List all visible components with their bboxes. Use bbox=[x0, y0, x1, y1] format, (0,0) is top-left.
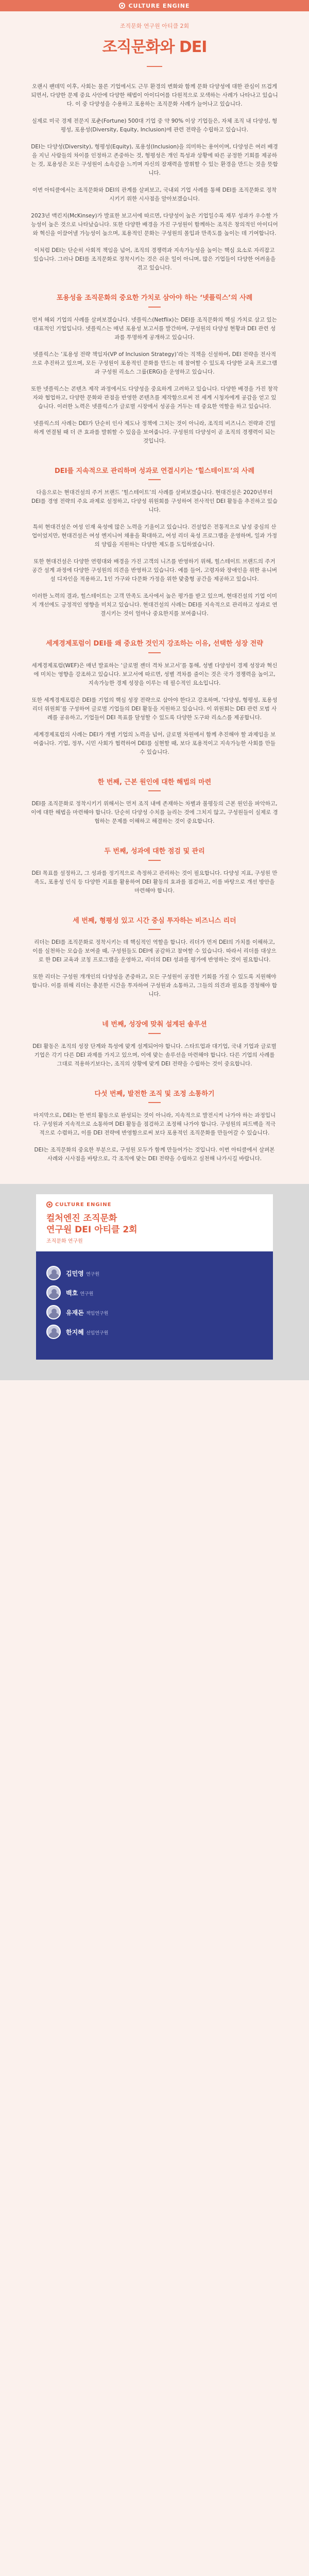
section-paragraph: 넷플릭스의 사례는 DEI가 단순히 인사 제도나 정책에 그치는 것이 아니라, 조직의 비즈니스 전략과 긴밀하게 연결될 때 더 큰 효과를 발휘할 수 있음을 보여줍니다. 구성원의 다양성이 곧 조직의 경쟁력이 되는 것입니다. bbox=[33, 420, 276, 444]
series-label: 조직문화 연구원 아티클 2회 bbox=[119, 23, 190, 29]
hero bbox=[0, 11, 309, 74]
section-divider bbox=[148, 1102, 161, 1103]
section-point-1 bbox=[0, 777, 309, 826]
credits-card bbox=[36, 1194, 273, 1360]
section-heading: 세 번째, 형평성 있고 시간 중심 투자하는 비즈니스 리더 bbox=[73, 917, 236, 925]
section-paragraph: 넷플릭스는 ‘포용성 전략 책임자(VP of Inclusion Strategy)’라는 직책을 신설하여, DEI 전략을 전사적으로 추진하고 있으며, 모든 구성원이 포용적인 문화를 만드는 데 참여할 수 있도록 다양한 교육 프로그램과 구성원 리소스 그룹(ERG)을 운영하고 있습니다. bbox=[31, 351, 278, 375]
author-item bbox=[46, 1285, 263, 1300]
credits-title-line: 연구원 DEI 아티클 2회 bbox=[46, 1225, 138, 1235]
brand-logo-icon bbox=[46, 1201, 53, 1208]
section-paragraph: 다음으로는 현대건설의 주거 브랜드 ‘힐스테이트’의 사례를 살펴보겠습니다. 현대건설은 2020년부터 DEI를 경영 전략의 주요 과제로 설정하고, 다양성 위원회를 구성하여 전사적인 DEI 활동을 추진하고 있습니다. bbox=[31, 489, 278, 513]
top-brand-band bbox=[0, 0, 309, 11]
credits-brand bbox=[36, 1194, 273, 1210]
author-list bbox=[36, 1251, 273, 1360]
author-item bbox=[46, 1325, 263, 1339]
section-point-3 bbox=[0, 916, 309, 999]
section-point-2 bbox=[0, 846, 309, 895]
section-paragraph: 세계경제포럼의 사례는 DEI가 개별 기업의 노력을 넘어, 글로벌 차원에서 함께 추진해야 할 과제임을 보여줍니다. 기업, 정부, 시민 사회가 협력하여 DEI를 실현할 때, 보다 포용적이고 지속가능한 사회를 만들 수 있습니다. bbox=[33, 731, 276, 755]
intro-paragraph: 오랜시 팬데믹 이후, 사회는 물론 기업에서도 근무 환경의 변화와 함께 문화 다양성에 대한 관심이 뜨겁게 되면서, 다양한 문제 중요 사안에 다양한 해법이 아이디어를 다원적으로 모색하는 사례가 나타나고 있습니다. 이 중 다양성을 수용하고 포용하는 조직문화 사례가 늘어나고 있습니다. bbox=[31, 83, 278, 107]
brand-logo-icon bbox=[119, 3, 125, 9]
credits-brand-name: CULTURE ENGINE bbox=[55, 1201, 112, 1208]
intro-section bbox=[0, 82, 309, 273]
author-role: 연구원 bbox=[85, 1272, 100, 1277]
section-paragraph: DEI는 조직문화의 중요한 부분으로, 구성원 모두가 함께 만들어가는 것입니다. 이번 아티클에서 살펴본 사례와 시사점을 바탕으로, 각 조직에 맞는 DEI 전략을 수립하고 실천해 나가시길 바랍니다. bbox=[34, 1147, 275, 1162]
section-heading: 세계경제포럼이 DEI를 왜 중요한 것인지 강조하는 이유, 선택한 성장 전략 bbox=[46, 640, 263, 648]
author-name: 백호 연구원 bbox=[66, 1289, 94, 1297]
brand-name: CULTURE ENGINE bbox=[128, 2, 190, 9]
section-divider bbox=[148, 1033, 161, 1034]
section-heading: 포용성을 조직문화의 중요한 가치로 삼아야 하는 ‘넷플릭스’의 사례 bbox=[56, 294, 253, 302]
section-paragraph: 또한 현대건설은 다양한 연령대와 배경을 가진 고객의 니즈를 반영하기 위해, 힐스테이트 브랜드의 주거 공간 설계 과정에 다양한 구성원의 의견을 반영하고 있습니다. 예를 들어, 고령자와 장애인을 위한 유니버설 디자인을 적용하고, 1인 가구와 다문화 가정을 위한 맞춤형 공간을 제공하고 있습니다. bbox=[31, 558, 278, 582]
avatar-icon bbox=[46, 1325, 61, 1339]
section-paragraph: DEI 목표를 설정하고, 그 성과를 정기적으로 측정하고 관리하는 것이 필요합니다. 다양성 지표, 구성원 만족도, 포용성 인식 등 다양한 지표를 활용하여 DEI 활동의 효과를 점검하고, 이를 바탕으로 개선 방안을 마련해야 합니다. bbox=[31, 870, 278, 894]
section-wef bbox=[0, 639, 309, 757]
author-item bbox=[46, 1266, 263, 1280]
section-divider bbox=[148, 790, 161, 791]
section-paragraph: DEI 활동은 조직의 성장 단계와 특성에 맞게 설계되어야 합니다. 스타트업과 대기업, 국내 기업과 글로벌 기업은 각기 다른 DEI 과제를 가지고 있으며, 이에 맞는 솔루션을 마련해야 합니다. 다른 기업의 사례를 그대로 적용하기보다는, 조직의 상황에 맞게 DEI 전략을 수립하는 것이 중요합니다. bbox=[32, 1043, 277, 1067]
avatar-icon bbox=[46, 1266, 61, 1280]
credits-title-line: 컬처엔진 조직문화 bbox=[46, 1213, 117, 1224]
credits-subtitle: 조직문화 연구원 bbox=[46, 1239, 83, 1245]
section-heading: DEI를 지속적으로 관리하며 성과로 연결시키는 ‘힐스테이트’의 사례 bbox=[54, 467, 255, 475]
author-role: 연구원 bbox=[80, 1291, 94, 1297]
avatar-icon bbox=[46, 1285, 61, 1300]
section-paragraph: 또한 넷플릭스는 콘텐츠 제작 과정에서도 다양성을 중요하게 고려하고 있습니다. 다양한 배경을 가진 창작자와 협업하고, 다양한 문화와 관점을 반영한 콘텐츠를 제작함으로써 전 세계 시청자에게 공감을 얻고 있습니다. 이러한 노력은 넷플릭스가 글로벌 시장에서 성공을 거두는 데 중요한 역할을 하고 있습니다. bbox=[31, 385, 278, 410]
section-divider bbox=[148, 929, 161, 930]
section-heading: 네 번째, 성장에 맞춰 설계된 솔루션 bbox=[102, 1021, 207, 1028]
section-paragraph: 특히 현대건설은 여성 인재 육성에 많은 노력을 기울이고 있습니다. 건설업은 전통적으로 남성 중심의 산업이었지만, 현대건설은 여성 엔지니어 채용을 확대하고, 여성 리더 육성 프로그램을 운영하며, 일과 가정의 양립을 지원하는 다양한 제도를 도입하였습니다. bbox=[31, 524, 278, 548]
avatar-icon bbox=[46, 1305, 61, 1319]
section-paragraph: 이러한 노력의 결과, 힐스테이트는 고객 만족도 조사에서 높은 평가를 받고 있으며, 현대건설의 기업 이미지 개선에도 긍정적인 영향을 미치고 있습니다. 현대건설의 사례는 DEI를 지속적으로 관리하고 성과로 연결시키는 것이 얼마나 중요한지를 보여줍니다. bbox=[31, 593, 278, 617]
intro-paragraph: 2023년 맥킨지(McKinsey)가 발표한 보고서에 따르면, 다양성이 높은 기업일수록 재무 성과가 우수할 가능성이 높은 것으로 나타났습니다. 또한 다양한 배경을 가진 구성원이 함께하는 조직은 창의적인 아이디어와 혁신을 이끌어낼 가능성이 높으며, 포용적인 문화는 구성원의 몰입과 만족도를 높이는 데 기여합니다. bbox=[31, 213, 278, 236]
section-paragraph: 또한 세계경제포럼은 DEI를 기업의 핵심 성장 전략으로 삼아야 한다고 강조하며, ‘다양성, 형평성, 포용성 리더 위원회’를 구성하여 글로벌 기업들의 DEI 활동을 지원하고 있습니다. 이 위원회는 DEI 관련 모범 사례를 공유하고, 기업들이 DEI 목표를 달성할 수 있도록 다양한 도구와 리소스를 제공합니다. bbox=[31, 697, 278, 721]
page-title: 조직문화와 DEI bbox=[102, 38, 207, 56]
section-point-4 bbox=[0, 1020, 309, 1069]
section-heading: 한 번째, 근본 원인에 대한 해법의 마련 bbox=[97, 778, 212, 786]
ending-credits bbox=[0, 1184, 309, 1380]
author-name: 한지혜 선임연구원 bbox=[66, 1328, 109, 1336]
author-item bbox=[46, 1305, 263, 1319]
author-role: 책임연구원 bbox=[85, 1311, 109, 1316]
author-name: 김민영 연구원 bbox=[66, 1269, 100, 1277]
section-paragraph: DEI를 조직문화로 정착시키기 위해서는 먼저 조직 내에 존재하는 차별과 불평등의 근본 원인을 파악하고, 이에 대한 해법을 마련해야 합니다. 단순히 다양성 수치를 늘리는 것에 그치지 않고, 구성원들이 실제로 경험하는 문제를 이해하고 해결하는 것이 중요합니다. bbox=[31, 801, 278, 824]
section-divider bbox=[148, 479, 161, 480]
author-name: 유재돈 책임연구원 bbox=[66, 1309, 109, 1316]
section-divider bbox=[148, 307, 161, 308]
author-role: 선임연구원 bbox=[85, 1330, 109, 1336]
section-point-5 bbox=[0, 1089, 309, 1164]
title-divider bbox=[147, 66, 162, 67]
section-paragraph: 마지막으로, DEI는 한 번의 활동으로 완성되는 것이 아니라, 지속적으로 발전시켜 나가야 하는 과정입니다. 구성원과 지속적으로 소통하며 DEI 활동을 점검하고 조정해 나가야 합니다. 구성원의 피드백을 적극적으로 수렴하고, 이를 DEI 전략에 반영함으로써 보다 포용적인 조직문화를 만들어갈 수 있습니다. bbox=[33, 1112, 276, 1136]
intro-paragraph: 실제로 미국 경제 전문지 포춘(Fortune) 500대 기업 중 약 90% 이상 기업들은, 자체 조직 내 다양성, 형평성, 포용성(Diversity, Equity, Inclusion)에 관련 전략을 수립하고 있습니다. bbox=[31, 118, 278, 133]
section-heading: 다섯 번째, 발전한 조직 및 조정 소통하기 bbox=[94, 1090, 215, 1098]
credits-title bbox=[36, 1210, 273, 1235]
section-heading: 두 번째, 성과에 대한 점검 및 관리 bbox=[104, 848, 205, 855]
section-paragraph: 먼저 해외 기업의 사례를 살펴보겠습니다. 넷플릭스(Netflix)는 DEI를 조직문화의 핵심 가치로 삼고 있는 대표적인 기업입니다. 넷플릭스는 매년 포용성 보고서를 발간하며, 구성원의 다양성 현황과 DEI 관련 성과를 투명하게 공개하고 있습니다. bbox=[32, 316, 277, 341]
intro-paragraph: 이처럼 DEI는 단순히 사회적 책임을 넘어, 조직의 경쟁력과 지속가능성을 높이는 핵심 요소로 자리잡고 있습니다. 그러나 DEI를 조직문화로 정착시키는 것은 쉬운 일이 아니며, 많은 기업들이 다양한 어려움을 겪고 있습니다. bbox=[33, 247, 276, 271]
section-hillstate bbox=[0, 466, 309, 619]
section-paragraph: 리더는 DEI를 조직문화로 정착시키는 데 핵심적인 역할을 합니다. 리더가 먼저 DEI의 가치를 이해하고, 이를 실천하는 모습을 보여줄 때, 구성원들도 DEI에 공감하고 참여할 수 있습니다. 따라서 리더를 대상으로 한 DEI 교육과 코칭 프로그램을 운영하고, 리더의 DEI 성과를 평가에 반영하는 것이 필요합니다. bbox=[32, 939, 277, 963]
section-divider bbox=[148, 652, 161, 653]
intro-paragraph: DEI는 다양성(Diversity), 형평성(Equity), 포용성(Inclusion)을 의미하는 용어이며, 다양성은 여러 배경을 지닌 사람들의 차이를 인정하고 존중하는 것, 형평성은 개인 특성과 상황에 따른 공정한 기회를 제공하는 것, 포용성은 모든 구성원이 소속감을 느끼며 자신의 잠재력을 발휘할 수 있는 환경을 만드는 것을 뜻합니다. bbox=[31, 144, 278, 176]
section-divider bbox=[148, 860, 161, 861]
section-netflix bbox=[0, 293, 309, 446]
section-paragraph: 또한 리더는 구성원 개개인의 다양성을 존중하고, 모든 구성원이 공정한 기회를 가질 수 있도록 지원해야 합니다. 이를 위해 리더는 충분한 시간을 투자하여 구성원과 소통하고, 그들의 의견과 필요를 경청해야 합니다. bbox=[31, 974, 278, 997]
intro-paragraph: 이번 아티클에서는 조직문화와 DEI의 관계를 살펴보고, 국내외 기업 사례를 통해 DEI를 조직문화로 정착시키기 위한 시사점을 알아보겠습니다. bbox=[32, 187, 277, 202]
section-paragraph: 세계경제포럼(WEF)은 매년 발표하는 ‘글로벌 젠더 격차 보고서’를 통해, 성별 다양성이 경제 성장과 혁신에 미치는 영향을 강조하고 있습니다. 보고서에 따르면, 성별 격차를 줄이는 것은 국가 경쟁력을 높이고, 지속가능한 경제 성장을 이루는 데 필수적인 요소입니다. bbox=[31, 662, 278, 686]
